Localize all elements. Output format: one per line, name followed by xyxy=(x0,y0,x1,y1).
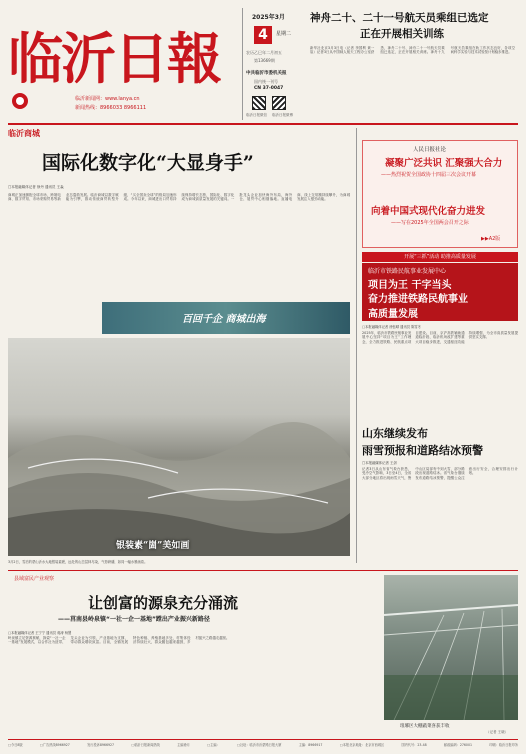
greenhouse-photo xyxy=(384,575,518,720)
top-news xyxy=(300,8,518,120)
footer-item: 主编：8966917 xyxy=(298,743,323,747)
masthead-url[interactable]: 临沂新闻网：www.lanya.cn xyxy=(75,96,140,102)
top-news-headline-1[interactable]: 神舟二十、二十一号航天员乘组已选定 xyxy=(310,12,489,24)
factory-photo xyxy=(102,302,350,334)
footer-item: □今日8版 xyxy=(8,743,23,747)
weather-byline: □本报融媒体记者 王剑 xyxy=(362,461,397,465)
masthead-hotline: 新闻热线：8966033 8966111 xyxy=(75,105,147,111)
right-box-sub-1: ——热烈祝贺全国政协十四届三次会议开幕 xyxy=(381,172,477,178)
footer-item: □社址：临沂市沂蒙路日报大厦 xyxy=(236,743,282,747)
footer-item: □广告热线8966927 xyxy=(39,743,70,747)
footer-item: □临沂日报新闻热线 xyxy=(131,743,160,747)
bottom-headline[interactable]: 让创富的源泉充分涌流 xyxy=(88,594,239,612)
masthead-logo-icon xyxy=(10,90,70,112)
landscape-photo xyxy=(8,338,350,556)
greenhouse-icon xyxy=(384,575,518,720)
landscape-headline[interactable]: 银装素“崮”美如画 xyxy=(116,541,190,551)
section1-byline: □本报融媒体记者 徐丹 通讯员 王淼 xyxy=(8,185,64,189)
cn-number: CN 37-0047 xyxy=(254,86,284,91)
top-news-body: 新华社北京3月3日电（记者 李国利 黄一宸）记者3日从中国载人航天工程办公室获悉，神舟二十号、神舟二十一号航天员乘组已选定，正在开展相关训练。神舟十九号航天员乘组在轨工作状态良好，各项空间科学实验与技术试验按计划稳步推进。 xyxy=(310,46,515,55)
rail-tag: 开展“三抓”活动 助推高质量发展 xyxy=(362,252,518,262)
right-box xyxy=(362,140,518,248)
qr-label-weibo: 临沂日报微博 xyxy=(272,113,293,117)
footer xyxy=(8,742,518,752)
weather-body: 记者3日从山东省气象台获悉，受冷空气影响，3日至4日，全省大部分地区将出现雨雪天气，鲁中山区局部有中到大雪，部分路段出现道路结冰。省气象台继续发布道路结冰预警，提醒公众注意出行安全，合理安排出行计划。 xyxy=(362,467,518,480)
weather-headline-2[interactable]: 雨雪预报和道路结冰预警 xyxy=(362,444,483,457)
footer-item: 主编徐月 xyxy=(177,743,190,747)
date-weekday: 星期二 xyxy=(276,31,292,37)
section-label: 临沂商城 xyxy=(8,129,40,138)
section1-headline[interactable]: 国际化数字化“大显身手” xyxy=(42,152,254,174)
footer-item: 印刷：临沂日报印务 xyxy=(489,743,518,747)
lunar-date: 农历乙巳年二月初五 xyxy=(246,50,282,55)
right-box-top-label: 人民日报社论 xyxy=(413,147,447,153)
bottom-body: 岭泉镇立足资源禀赋，探索“一社一企一基地”发展模式，以合作社为纽带、龙头企业为引领、产业基地为支撑，带动群众增收致富。目前，全镇发展特色种植、养殖基地多处，村集体经济持续壮大，群众腰包越来越鼓，乡村振兴之路越走越宽。 xyxy=(8,636,230,645)
bottom-sub: ——莒南县岭泉镇“一社一企一基地”蹚出产业振兴新路径 xyxy=(58,616,210,623)
snowy-terraces-icon xyxy=(8,338,350,556)
photo-caption-overlay: 百回千企 商城出海 xyxy=(182,314,266,325)
date-label: 2025年3月 xyxy=(252,14,285,21)
rail-head-1: 临沂市铁路民航事业发展中心 xyxy=(368,268,447,275)
footer-item: □主编： xyxy=(207,743,220,747)
footer-item: 邮政编码：276001 xyxy=(443,743,473,747)
rail-head-box xyxy=(362,263,518,321)
right-box-headline-2[interactable]: 向着中国式现代化奋力进发 xyxy=(371,206,486,217)
rail-head-3[interactable]: 奋力推进铁路民航事业 xyxy=(368,294,468,305)
qr-label-weixin: 临沂日报微信 xyxy=(246,113,267,117)
greenhouse-caption: 琅琊区大棚蔬菜喜获丰收 xyxy=(400,724,450,729)
rail-byline: □本报融媒体记者 徐钰晴 通讯员 陈雪冬 xyxy=(362,325,422,329)
right-box-sub-2: ——写在2025年全国两会召开之际 xyxy=(391,220,469,226)
qr-code-weibo[interactable] xyxy=(272,96,286,110)
bottom-section-label: 县域富民产业观察 xyxy=(14,576,55,582)
landscape-caption: 3月2日，雪后的蒙山沂水大地银装素裹，远处的山峦层林尽染，气势磅礴，如同一幅水墨画卷。 xyxy=(8,560,148,564)
rail-head-4[interactable]: 高质量发展 xyxy=(368,309,418,320)
date-day: 4 xyxy=(254,26,272,44)
weather-headline-1[interactable]: 山东继续发布 xyxy=(362,427,428,440)
publisher: 中共临沂市委机关报 xyxy=(246,71,287,76)
footer-item: 发行投诉8966927 xyxy=(87,743,115,747)
edition-label: 国内统一刊号 xyxy=(254,79,278,84)
right-box-jump[interactable]: ▶▶A2版 xyxy=(481,236,501,242)
qr-code-weixin[interactable] xyxy=(252,96,266,110)
issue-number: 第13669期 xyxy=(254,58,275,63)
footer-item: □本报北京地址：北京市西城区 xyxy=(339,743,385,747)
masthead-title: 临沂日報 xyxy=(8,26,221,91)
rail-head-2[interactable]: 项目为王 干字当头 xyxy=(368,280,452,291)
greenhouse-credit: （记者 王晓） xyxy=(486,730,509,734)
right-box-headline-1[interactable]: 凝聚广泛共识 汇聚强大合力 xyxy=(385,158,503,169)
rail-body: 2025年，临沂市铁路民航事业发展中心坚持“项目为王”工作理念，全力推进铁路、民航重点项目建设。目前，京沪高铁辅助通道临沂段、临沂机场改扩建等重大项目稳步推进，交通枢纽功能持续增强，为全市高质量发展提供坚实支撑。 xyxy=(362,331,518,344)
top-news-headline-2[interactable]: 正在开展相关训练 xyxy=(360,28,444,40)
bottom-byline: □本报融媒体记者 王宁宁 通讯员 蒋涛 杨慧 xyxy=(8,631,72,635)
section1-body: 商城正加速拥抱全球市场，跨境电商、数字贸易、市场采购贸易等新业态蓬勃发展。临沂商城以数字赋能为引擎，推动传统商贸转型升级，“买全国卖全球”的格局加速形成。今年以来，商城进出口贸易持续保持增长态势，国际化、数字化成为商城高质量发展的关键词。一批龙头企业加快海外布局，海外仓、展贸中心相继落地。直播电商、线上交易额持续攀升，为商城发展注入强劲动能。 xyxy=(8,193,350,202)
footer-item: 国内代号：23-48 xyxy=(401,743,427,747)
